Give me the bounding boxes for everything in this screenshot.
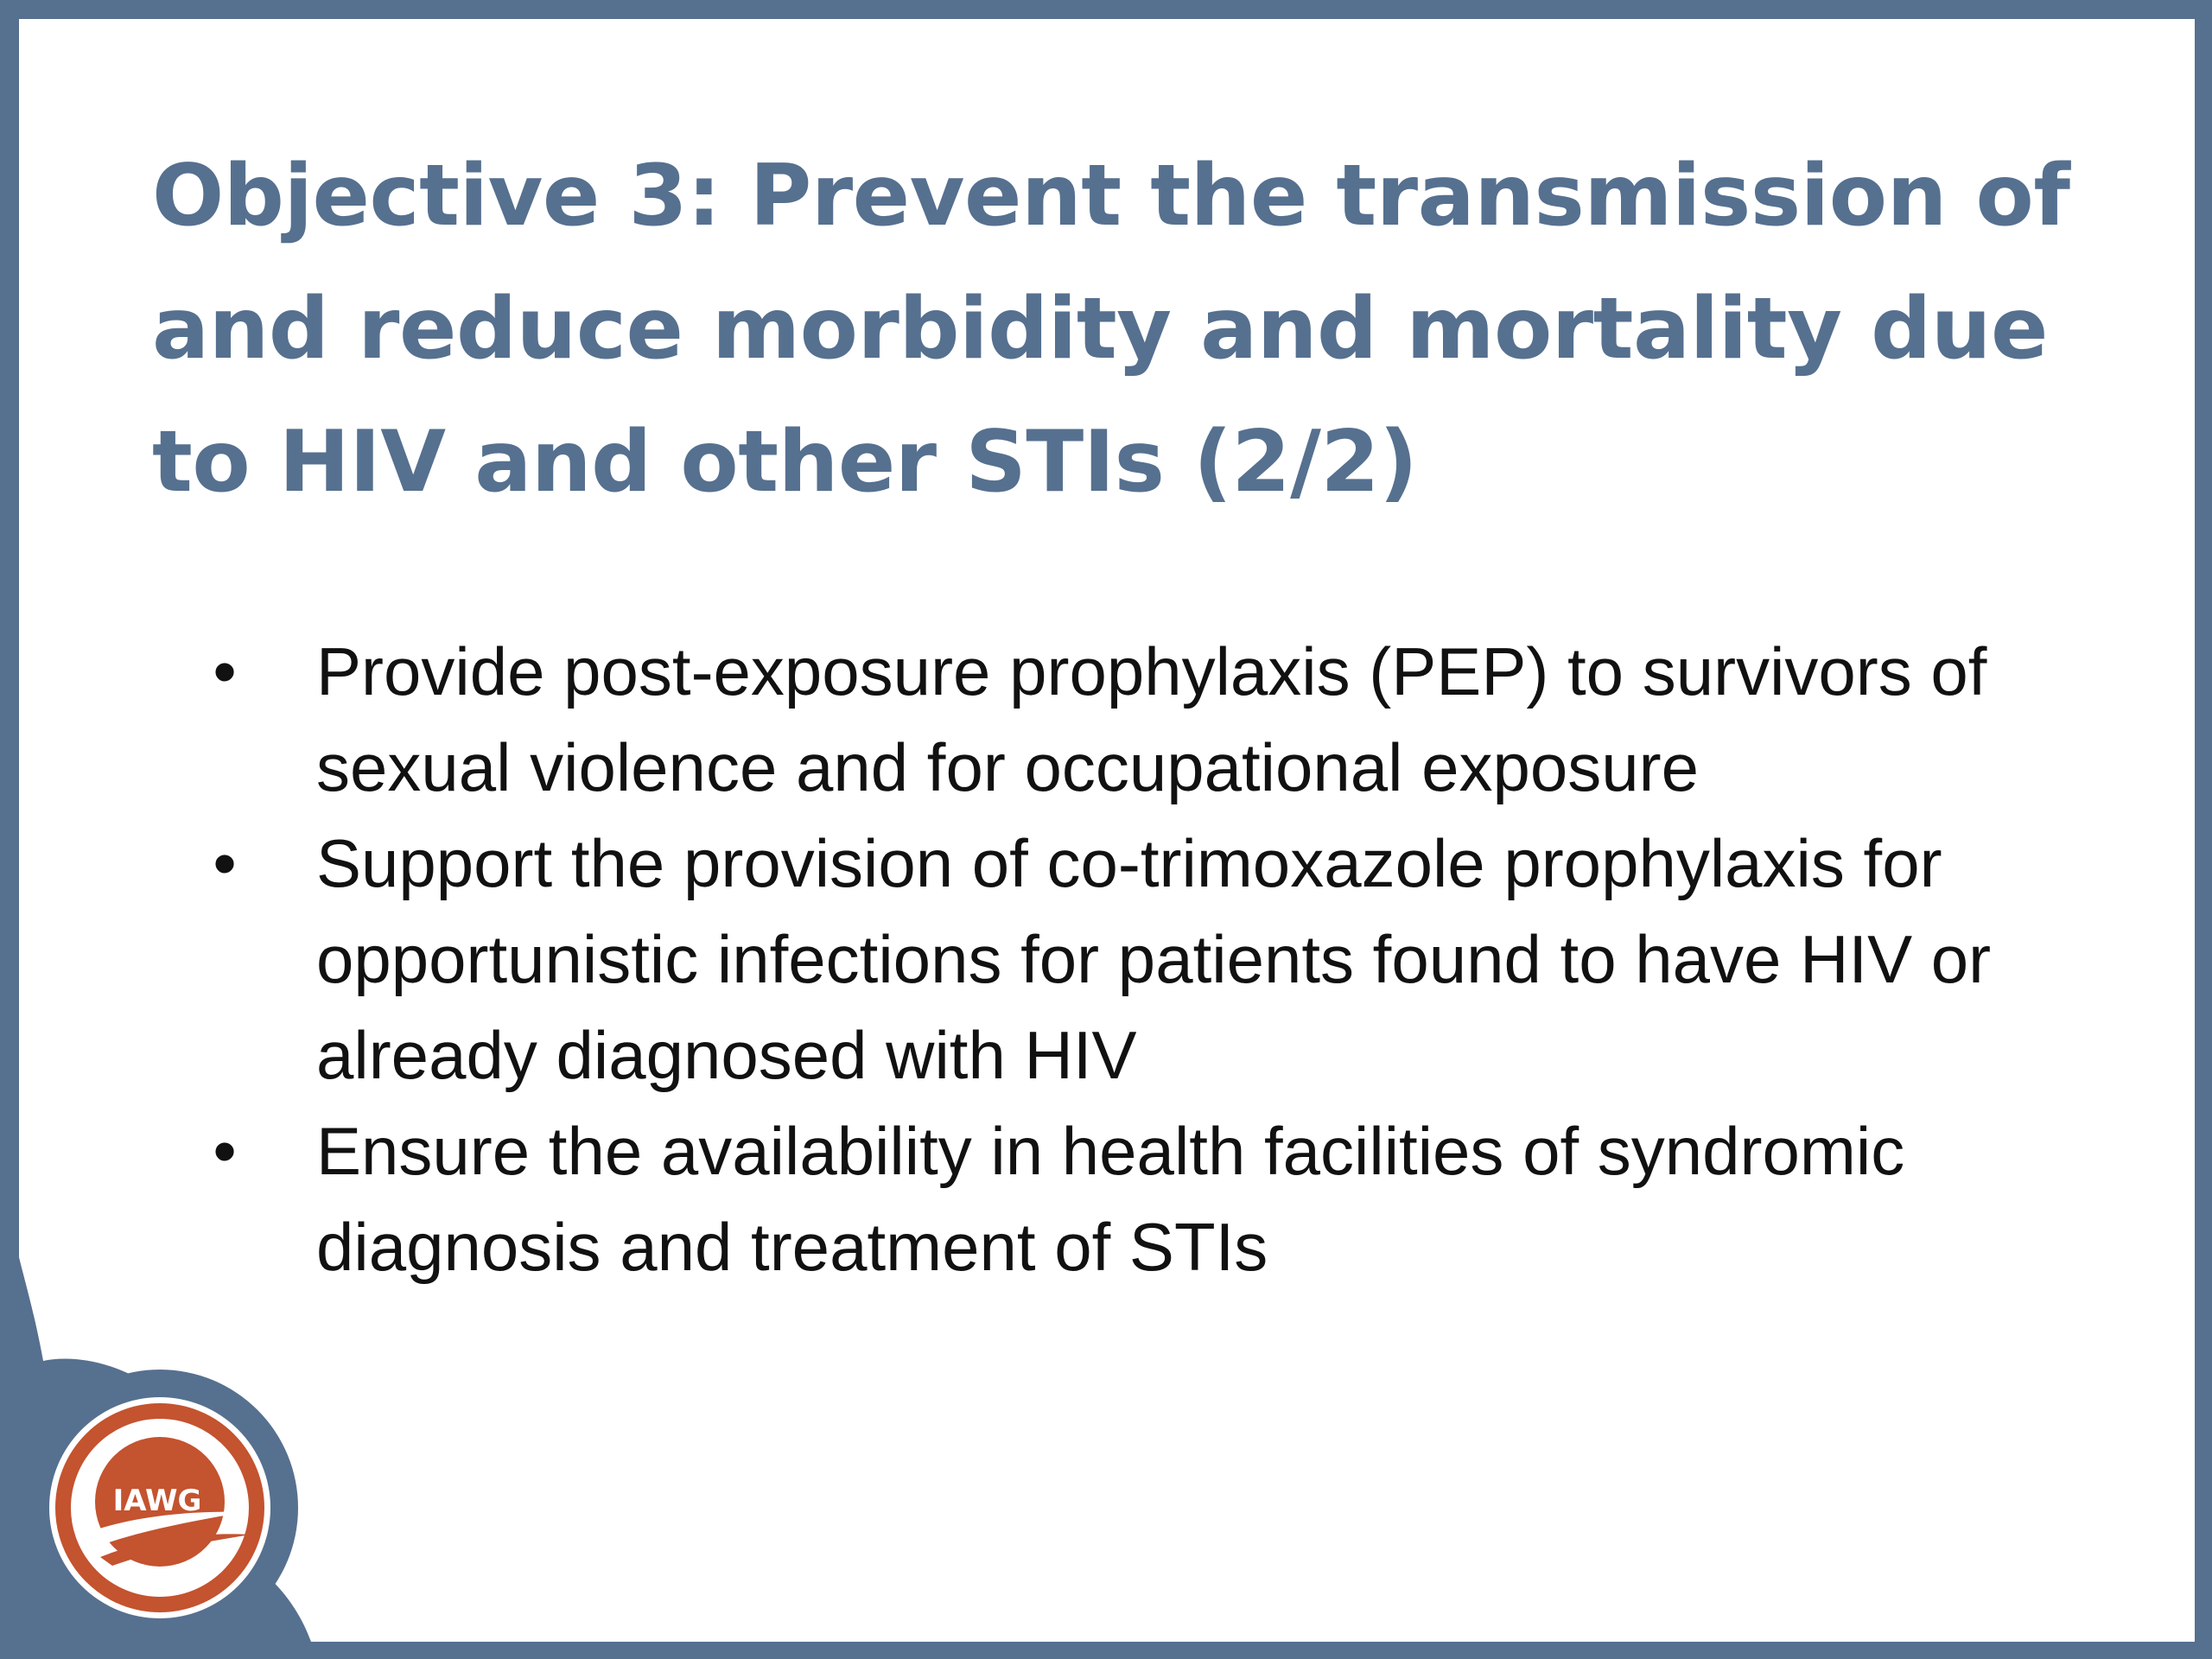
bullet-item bbox=[199, 624, 2082, 816]
bullet-marker: • bbox=[213, 633, 237, 709]
bullet-marker: • bbox=[213, 1113, 237, 1189]
logo-text: IAWG bbox=[112, 1484, 202, 1518]
slide-title: Objective 3: Prevent the transmission of and reduce morbidity and mortality due to HIV and other STIs (2/2) bbox=[152, 147, 2070, 512]
bullet-text: Provide post-exposure prophylaxis (PEP) to survivors of sexual violence and for occupational exposure bbox=[316, 633, 1987, 805]
bullet-list bbox=[199, 624, 2082, 1295]
bullet-marker: • bbox=[213, 825, 237, 901]
bullet-item bbox=[199, 1103, 2082, 1295]
iawg-logo bbox=[17, 1365, 302, 1650]
bullet-item bbox=[199, 816, 2082, 1103]
bullet-text: Support the provision of co-trimoxazole prophylaxis for opportunistic infections for patients found to have HIV or already diagnosed with HIV bbox=[316, 825, 1992, 1093]
bullet-text: Ensure the availability in health facilities of syndromic diagnosis and treatment of STIs bbox=[316, 1113, 1905, 1285]
